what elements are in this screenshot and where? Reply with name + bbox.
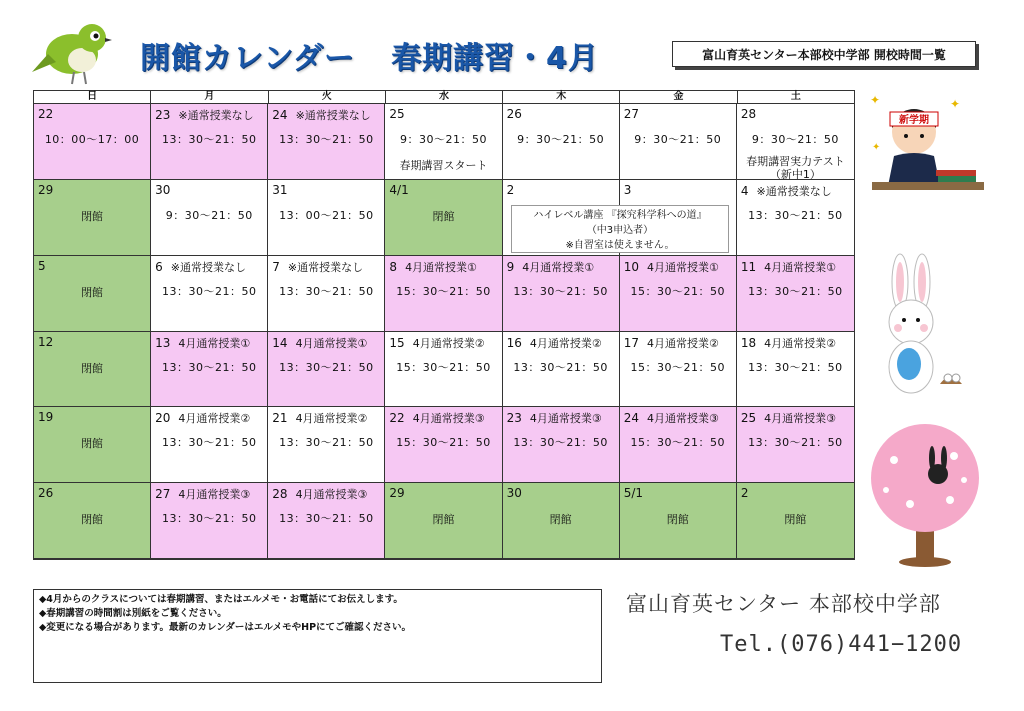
svg-text:✦: ✦ <box>872 142 881 153</box>
day-note: 4月通常授業① <box>522 260 595 274</box>
special-course-title: ハイレベル講座 『探究科学科への道』 <box>533 210 707 221</box>
svg-text:✦: ✦ <box>870 93 881 107</box>
day-header <box>624 486 643 500</box>
day-note: 4月通常授業① <box>295 336 368 350</box>
calendar-day-cell <box>620 256 737 332</box>
calendar-day-cell <box>620 332 737 408</box>
calendar-day-cell <box>151 483 268 559</box>
day-note: 4月通常授業③ <box>295 488 368 502</box>
calendar-day-cell <box>151 332 268 408</box>
day-number: 24 <box>623 411 639 426</box>
day-number: 31 <box>272 182 288 197</box>
note-line: ◆4月からのクラスについては春期講習、またはエルメモ・お電話にてお伝えします。 <box>39 594 403 605</box>
special-course-target: （中3申込者） <box>586 225 654 236</box>
day-note: 4月通常授業① <box>178 336 251 350</box>
closed-label: 閉館 <box>81 209 104 223</box>
day-header <box>507 107 522 121</box>
day-number: 4/1 <box>389 182 409 197</box>
calendar-day-cell <box>34 407 151 483</box>
opening-hours: 13：30～21：50 <box>161 436 257 450</box>
opening-hours: 13：30～21：50 <box>279 360 374 374</box>
day-number: 2 <box>740 486 749 501</box>
day-number: 9 <box>506 259 515 274</box>
opening-hours: 9：30～21：50 <box>751 133 839 146</box>
closed-label: 閉館 <box>666 513 689 527</box>
day-header <box>507 486 522 500</box>
day-header <box>741 259 836 275</box>
closed-label: 閉館 <box>81 437 104 451</box>
calendar-day-cell <box>151 180 268 256</box>
opening-hours: 13：30～21：50 <box>748 284 843 298</box>
day-number: 7 <box>272 259 280 274</box>
day-header <box>155 335 250 351</box>
day-note: ※通常授業なし <box>756 184 832 198</box>
calendar-day-cell <box>385 256 502 332</box>
calendar-grid <box>33 90 855 560</box>
calendar-day-cell <box>737 483 854 559</box>
day-header <box>624 259 719 275</box>
day-number: 14 <box>272 335 288 350</box>
opening-hours: 15：30～21：50 <box>396 436 491 450</box>
day-header <box>155 486 250 502</box>
closed-label: 閉館 <box>81 285 104 299</box>
day-header <box>741 335 836 351</box>
day-number: 16 <box>506 335 522 350</box>
day-header <box>155 183 170 197</box>
day-header <box>741 183 832 199</box>
event-label <box>385 157 501 173</box>
day-number: 22 <box>389 411 405 426</box>
day-header <box>155 107 254 123</box>
opening-hours: 10：00～17：00 <box>44 133 140 146</box>
day-number: 29 <box>38 182 54 197</box>
day-header <box>38 486 53 500</box>
calendar-day-cell <box>34 104 151 180</box>
opening-hours: 15：30～21：50 <box>396 360 491 374</box>
day-number: 26 <box>506 107 522 121</box>
calendar-day-cell <box>151 407 268 483</box>
opening-hours: 15：30～21：50 <box>396 284 491 298</box>
day-number: 28 <box>272 487 288 502</box>
calendar-day-cell <box>385 180 502 256</box>
rabbit-illustration <box>870 252 970 402</box>
svg-text:✦: ✦ <box>950 97 961 111</box>
note-line: ◆春期講習の時間割は別紙をご覧ください。 <box>39 608 227 619</box>
day-number: 3 <box>623 182 632 197</box>
day-header <box>741 410 836 426</box>
weekday-mon: 月 <box>151 91 268 104</box>
calendar-day-cell <box>268 104 385 180</box>
day-header <box>741 486 749 500</box>
day-header <box>272 486 367 502</box>
calendar-day-cell <box>268 332 385 408</box>
calendar-day-cell <box>268 483 385 559</box>
day-header <box>389 107 404 121</box>
opening-hours: 13：30～21：50 <box>748 436 843 450</box>
calendar-day-cell <box>268 180 385 256</box>
day-header <box>155 259 246 275</box>
day-number: 10 <box>623 259 639 274</box>
opening-hours: 13：30～21：50 <box>161 512 257 526</box>
calendar-day-cell <box>620 483 737 559</box>
day-note: ※通常授業なし <box>178 109 254 122</box>
day-number: 24 <box>272 108 288 122</box>
event-label <box>737 155 854 180</box>
day-note: 4月通常授業① <box>646 260 719 274</box>
opening-hours: 9：30～21：50 <box>165 208 253 222</box>
day-number: 21 <box>272 411 288 426</box>
day-number: 23 <box>506 411 522 426</box>
day-header <box>507 183 515 197</box>
calendar-day-cell <box>503 483 620 559</box>
opening-hours: 13：30～21：50 <box>513 284 608 298</box>
day-header <box>272 410 367 426</box>
day-header <box>38 410 53 424</box>
title-period: 春期講習・4月 <box>391 41 599 76</box>
day-note: ※通常授業なし <box>295 109 371 122</box>
day-header <box>507 259 595 275</box>
calendar-day-cell <box>737 332 854 408</box>
day-header <box>624 183 632 197</box>
day-note: 4月通常授業③ <box>764 412 836 426</box>
day-number: 2 <box>506 182 515 197</box>
day-number: 26 <box>38 486 54 501</box>
calendar-day-cell <box>503 407 620 483</box>
opening-hours: 13：30～21：50 <box>513 360 608 374</box>
calendar-day-cell <box>503 256 620 332</box>
calendar-day-cell <box>385 104 502 180</box>
opening-hours: 13：30～21：50 <box>748 360 843 374</box>
opening-hours: 15：30～21：50 <box>630 436 726 450</box>
day-number: 6 <box>155 259 163 274</box>
closed-label: 閉館 <box>432 209 455 223</box>
calendar-day-cell <box>268 407 385 483</box>
day-header <box>155 410 250 426</box>
event-label-line: 春期講習スタート <box>399 159 488 172</box>
calendar-day-cell <box>385 483 502 559</box>
calendar-day-cell <box>385 332 502 408</box>
opening-hours: 13：30～21：50 <box>279 284 374 298</box>
day-header <box>741 107 756 121</box>
special-course-notice: ※自習室は使えません。 <box>565 240 675 251</box>
student-illustration <box>866 90 986 205</box>
opening-hours: 13：00～21：50 <box>279 208 374 222</box>
calendar-days <box>34 104 854 559</box>
day-note: 4月通常授業② <box>646 336 719 350</box>
day-header <box>389 410 484 426</box>
opening-hours: 13：30～21：50 <box>513 436 608 450</box>
calendar-day-cell <box>503 104 620 180</box>
weekday-tue: 火 <box>269 91 386 104</box>
day-header <box>38 107 53 121</box>
weekday-fri: 金 <box>620 91 737 104</box>
closed-label: 閉館 <box>432 513 455 527</box>
day-number: 18 <box>740 335 757 350</box>
day-header <box>389 259 477 275</box>
opening-hours: 13：30～21：50 <box>161 284 257 298</box>
day-number: 12 <box>38 334 54 349</box>
weekday-wed: 水 <box>386 91 503 104</box>
day-number: 29 <box>389 486 405 501</box>
day-note: 4月通常授業③ <box>529 412 602 426</box>
calendar-day-cell <box>151 104 268 180</box>
day-number: 5 <box>38 258 46 273</box>
day-header <box>389 486 404 500</box>
subtitle-text: 富山育英センター本部校中学部 開校時間一覧 <box>702 47 946 62</box>
day-note: ※通常授業なし <box>287 260 364 274</box>
day-note: 4月通常授業③ <box>412 412 485 426</box>
day-note: 4月通常授業② <box>178 412 251 426</box>
day-note: 4月通常授業② <box>295 412 368 426</box>
day-number: 8 <box>389 259 398 274</box>
headband-text: 新学期 <box>899 115 929 126</box>
title-calendar: 開館カレンダー <box>140 41 356 76</box>
weekday-sat: 土 <box>738 91 854 104</box>
day-number: 27 <box>155 487 171 502</box>
closed-label: 閉館 <box>784 513 807 527</box>
notes-box <box>33 589 602 683</box>
calendar-day-cell <box>34 256 151 332</box>
day-note: 4月通常授業② <box>412 336 485 350</box>
calendar-day-cell <box>503 332 620 408</box>
day-number: 28 <box>740 107 757 121</box>
calendar-day-cell <box>737 256 854 332</box>
closed-label: 閉館 <box>549 513 572 527</box>
opening-hours: 9：30～21：50 <box>517 133 605 146</box>
organization-name: 富山育英センター 本部校中学部 <box>626 592 941 616</box>
special-course-box <box>511 205 729 253</box>
opening-hours: 13：30～21：50 <box>748 208 843 222</box>
day-header <box>272 183 287 197</box>
day-number: 20 <box>155 411 171 426</box>
day-number: 27 <box>623 107 639 121</box>
day-number: 30 <box>506 486 522 501</box>
day-number: 22 <box>38 107 54 121</box>
opening-hours: 9：30～21：50 <box>399 133 487 146</box>
calendar-day-cell <box>385 407 502 483</box>
day-note: 4月通常授業③ <box>178 488 251 502</box>
opening-hours: 13：30～21：50 <box>279 133 374 146</box>
weekday-header <box>34 91 854 104</box>
day-number: 15 <box>389 335 405 350</box>
page-title <box>140 30 660 80</box>
day-number: 19 <box>38 410 54 425</box>
opening-hours: 15：30～21：50 <box>630 284 726 298</box>
closed-label: 閉館 <box>81 513 104 527</box>
day-note: 4月通常授業① <box>764 260 836 274</box>
calendar-day-cell <box>737 180 854 256</box>
day-header <box>624 107 639 121</box>
day-header <box>624 335 719 351</box>
day-note: 4月通常授業② <box>529 336 602 350</box>
calendar-day-cell <box>151 256 268 332</box>
organization-phone: Tel.(076)441−1200 <box>720 632 963 657</box>
sakura-tree-illustration <box>864 420 986 568</box>
day-header <box>38 259 46 273</box>
day-header <box>507 410 602 426</box>
day-number: 13 <box>155 335 171 350</box>
day-number: 11 <box>740 259 757 274</box>
opening-hours: 15：30～21：50 <box>630 360 726 374</box>
day-note: ※通常授業なし <box>170 260 246 274</box>
opening-hours: 9：30～21：50 <box>634 133 722 146</box>
calendar-day-cell <box>737 104 854 180</box>
note-line: ◆変更になる場合があります。最新のカレンダーはエルメモやHPにてご確認ください。 <box>39 622 412 633</box>
day-number: 17 <box>623 335 639 350</box>
opening-hours: 13：30～21：50 <box>161 133 257 146</box>
day-note: 4月通常授業① <box>405 260 477 274</box>
closed-label: 閉館 <box>81 361 104 375</box>
day-header <box>272 107 371 123</box>
day-header <box>389 183 408 197</box>
day-header <box>389 335 484 351</box>
calendar-day-cell <box>737 407 854 483</box>
day-number: 4 <box>740 183 749 198</box>
opening-hours: 13：30～21：50 <box>161 360 257 374</box>
weekday-thu: 木 <box>503 91 620 104</box>
event-label-line: （新中1） <box>769 168 821 180</box>
day-header <box>272 335 367 351</box>
day-header <box>624 410 719 426</box>
calendar-day-cell <box>34 483 151 559</box>
calendar-day-cell <box>34 180 151 256</box>
day-header <box>38 183 53 197</box>
day-number: 5/1 <box>623 486 644 501</box>
weekday-sun: 日 <box>34 91 151 104</box>
day-number: 23 <box>155 108 171 122</box>
day-header <box>272 259 363 275</box>
day-header <box>507 335 602 351</box>
bird-illustration <box>30 14 112 86</box>
event-label-line: 春期講習実力テスト <box>746 155 845 168</box>
subtitle-box <box>672 41 976 67</box>
day-note: 4月通常授業③ <box>646 412 719 426</box>
day-number: 25 <box>389 107 405 121</box>
day-header <box>38 335 53 349</box>
day-number: 30 <box>155 182 171 197</box>
calendar-day-cell <box>620 104 737 180</box>
opening-hours: 13：30～21：50 <box>279 512 374 526</box>
day-note: 4月通常授業② <box>764 336 836 350</box>
calendar-day-cell <box>620 407 737 483</box>
day-number: 25 <box>740 411 757 426</box>
calendar-day-cell <box>34 332 151 408</box>
opening-hours: 13：30～21：50 <box>279 436 374 450</box>
calendar-day-cell <box>268 256 385 332</box>
